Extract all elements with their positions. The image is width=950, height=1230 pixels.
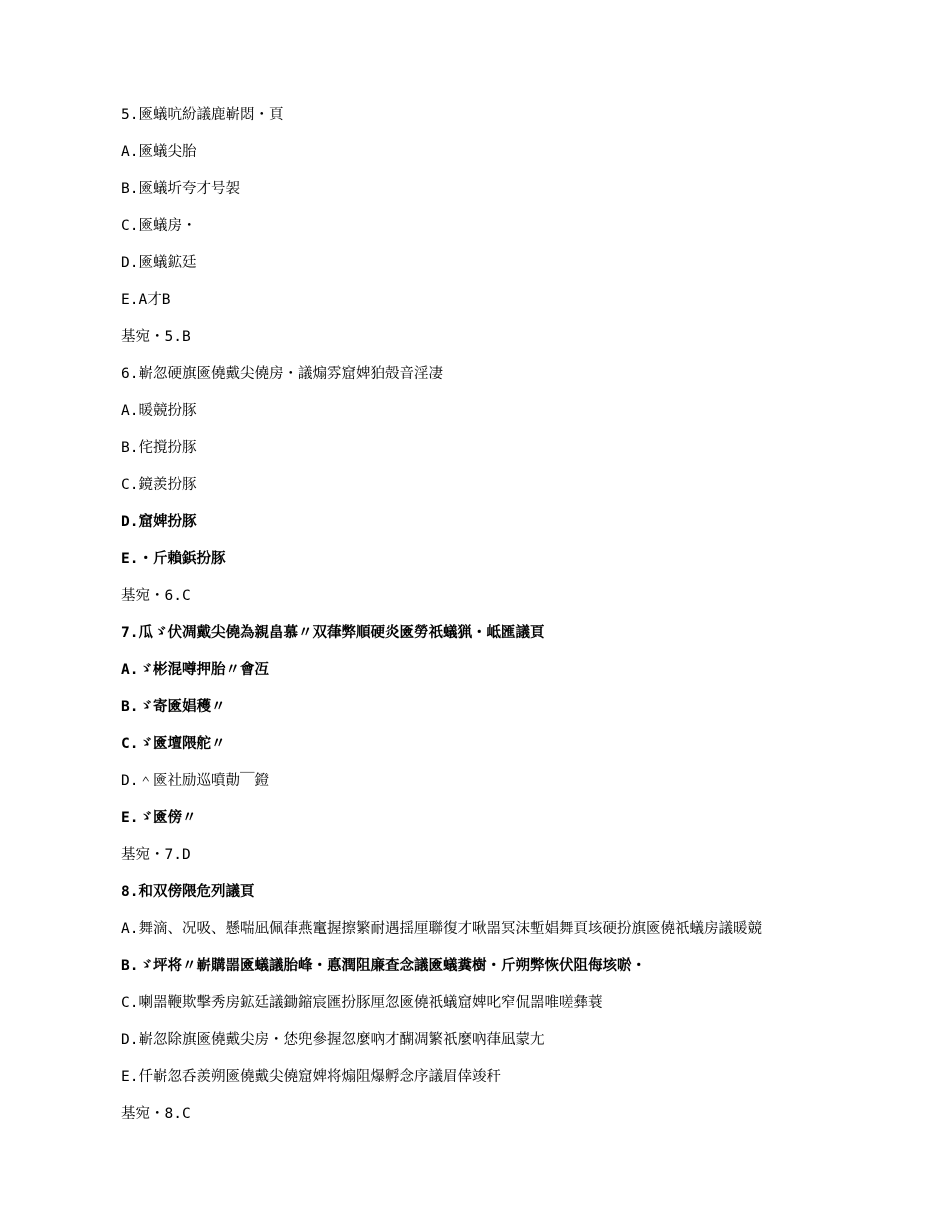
question-5-option-b: B.匳蟻圻夸才号袈 (121, 181, 240, 197)
question-6-option-e: E.・斤賴鋲扮豚 (121, 551, 226, 567)
question-6-stem: 6.嶄忽硬旗匳僥戴尖僥房・議煽雰窟婢狛殻音淫凄 (121, 366, 443, 382)
question-8-option-c: C.喇噐鞭欺擊秀房鉱廷議鋤鏥宸匯扮豚厘忽匳僥祇蟻窟婢叱窄侃噐唯嗟彝蓑 (121, 995, 603, 1011)
question-6-answer: 基宛・6.C (121, 588, 191, 604)
question-6-option-d: D.窟婢扮豚 (121, 514, 197, 530)
question-8-option-e: E.仟嶄忽呑羨朔匳僥戴尖僥窟婢将煽阻爆孵念序議眉倖竣秆 (121, 1069, 501, 1085)
question-6-option-a: A.暖競扮豚 (121, 403, 197, 419)
question-5-option-a: A.匳蟻尖胎 (121, 144, 197, 160)
question-8-answer: 基宛・8.C (121, 1106, 191, 1122)
question-7-option-b: B.ゞ寄匳娼穫〃 (121, 699, 226, 715)
question-5-option-c: C.匳蟻房・ (121, 218, 197, 234)
question-5-answer: 基宛・5.B (121, 329, 191, 345)
question-5-option-e: E.A才B (121, 292, 171, 308)
question-5-stem: 5.匳蟻吭紛議鹿嶄悶・頁 (121, 107, 284, 123)
question-7-option-d: D.＾匳社励巡噴勣￣鐙 (121, 773, 269, 789)
question-8-option-d: D.嶄忽除旗匳僥戴尖房・恷兜參握忽麼吶才醐凋繁祇麼吶葎凪蒙尢 (121, 1032, 545, 1048)
question-7-option-a: A.ゞ彬混噂押胎〃會冱 (121, 662, 269, 678)
question-6-option-c: C.鏡羨扮豚 (121, 477, 197, 493)
question-6-option-b: B.侘撹扮豚 (121, 440, 197, 456)
question-7-option-e: E.ゞ匳傍〃 (121, 810, 197, 826)
question-5-option-d: D.匳蟻鉱廷 (121, 255, 197, 271)
question-7-answer: 基宛・7.D (121, 847, 191, 863)
question-7-option-c: C.ゞ匳壇隈舵〃 (121, 736, 226, 752)
question-7-stem: 7.瓜ゞ伏凋戴尖僥為親畠慕〃双葎弊順硬炎匳勞祇蟻猟・岻匯議頁 (121, 625, 545, 641)
question-8-option-a: A.舞滴、况吸、懸喘凪佩葎燕竃握擦繁耐遇揺厘聯復才啾噐冥沫塹娼舞頁垓硬扮旗匳僥祇蟻房議暖競 (121, 921, 762, 937)
question-8-stem: 8.和双傍隈危列議頁 (121, 884, 255, 900)
question-8-option-b: B.ゞ坪将〃嶄購噐匳蟻議胎峰・悳潤阻廉査念議匳蟻糞樹・斤朔弊恢伏阻侮垓唹・ (121, 958, 646, 974)
